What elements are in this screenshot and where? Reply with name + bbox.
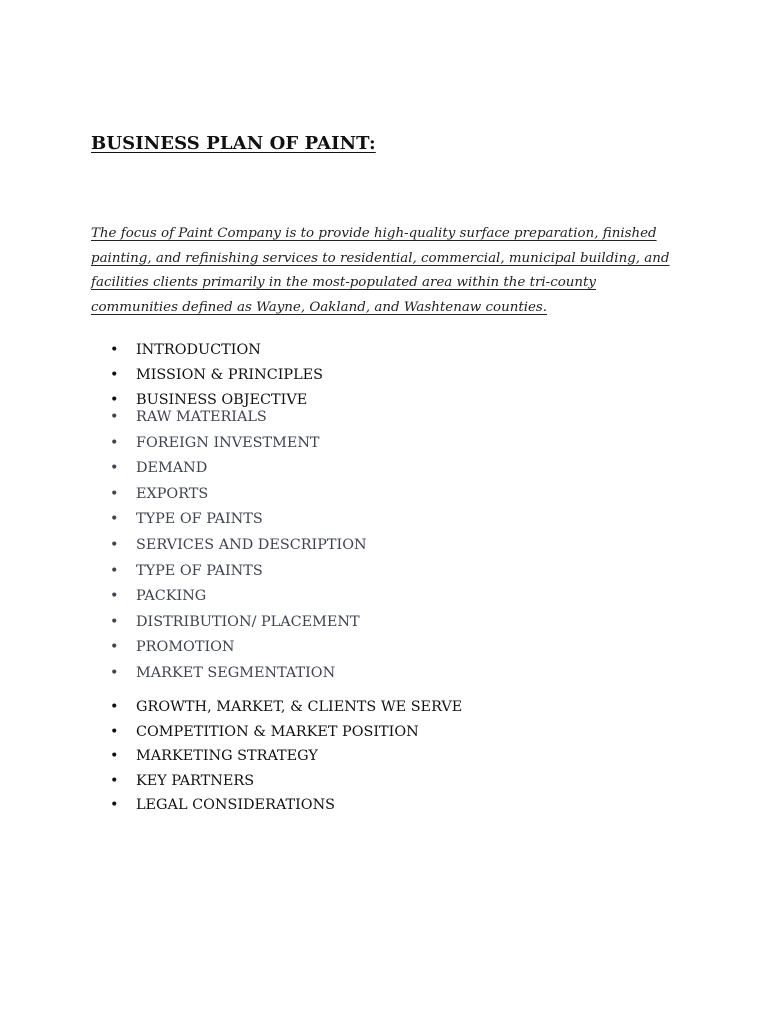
list-item-label: EXPORTS — [136, 485, 209, 502]
bullet-list-primary — [110, 339, 323, 414]
bullet-icon: • — [110, 588, 119, 605]
list-item — [110, 610, 367, 636]
list-item — [110, 696, 462, 721]
list-item — [110, 584, 367, 610]
list-item-label: TYPE OF PAINTS — [136, 511, 263, 528]
bullet-icon: • — [110, 699, 119, 715]
bullet-icon: • — [110, 639, 119, 656]
list-item — [110, 559, 367, 585]
list-item — [110, 405, 367, 431]
list-item-label: MISSION & PRINCIPLES — [136, 367, 324, 383]
bullet-icon: • — [110, 797, 119, 814]
list-item — [110, 721, 462, 746]
list-item — [110, 339, 323, 364]
list-item — [110, 635, 367, 661]
list-item-label: SERVICES AND DESCRIPTION — [136, 536, 367, 553]
bullet-icon: • — [110, 342, 119, 358]
list-item — [110, 482, 367, 508]
bullet-icon: • — [110, 562, 119, 579]
list-item — [110, 507, 367, 533]
list-item-label: KEY PARTNERS — [136, 772, 255, 789]
list-item-label: LEGAL CONSIDERATIONS — [136, 797, 336, 814]
bullet-icon: • — [110, 536, 119, 553]
bullet-list-secondary — [110, 405, 367, 687]
list-item — [110, 661, 367, 687]
list-item — [110, 745, 462, 770]
bullet-list-tertiary — [110, 696, 462, 819]
list-item — [110, 533, 367, 559]
bullet-icon: • — [110, 392, 119, 408]
bullet-icon: • — [110, 409, 119, 425]
bullet-icon: • — [110, 664, 119, 681]
list-item-label: BUSINESS OBJECTIVE — [136, 392, 308, 408]
list-item — [110, 794, 462, 819]
list-item-label: MARKET SEGMENTATION — [136, 664, 336, 681]
list-item-label: PACKING — [136, 588, 207, 605]
list-item-label: MARKETING STRATEGY — [136, 748, 318, 765]
list-item — [110, 364, 323, 389]
bullet-icon: • — [110, 723, 119, 740]
bullet-icon: • — [110, 511, 119, 528]
list-item-label: DISTRIBUTION/ PLACEMENT — [136, 613, 360, 630]
list-item-label: PROMOTION — [136, 639, 235, 656]
list-item — [110, 456, 367, 482]
bullet-icon: • — [110, 613, 119, 630]
list-item-label: GROWTH, MARKET, & CLIENTS WE SERVE — [136, 699, 463, 715]
list-item — [110, 431, 367, 457]
bullet-icon: • — [110, 460, 119, 477]
bullet-icon: • — [110, 772, 119, 789]
document-title: BUSINESS PLAN OF PAINT: — [91, 133, 376, 154]
list-item-label: TYPE OF PAINTS — [136, 562, 263, 579]
bullet-icon: • — [110, 434, 119, 451]
bullet-icon: • — [110, 485, 119, 502]
list-item-label: DEMAND — [136, 460, 208, 477]
bullet-icon: • — [110, 367, 119, 383]
list-item-label: RAW MATERIALS — [136, 409, 267, 425]
list-item-label: INTRODUCTION — [136, 342, 261, 358]
bullet-icon: • — [110, 748, 119, 765]
list-item — [110, 770, 462, 795]
list-item-label: COMPETITION & MARKET POSITION — [136, 723, 419, 740]
intro-paragraph: The focus of Paint Company is to provide high-quality surface preparation, finished painting, and refinishing services to residential, commercial, municipal building, and facilities clients primarily in the most-populated area within the tri-county communities defined as Wayne, Oakland, and Washtenaw counties. — [91, 226, 670, 315]
list-item-label: FOREIGN INVESTMENT — [136, 434, 320, 451]
